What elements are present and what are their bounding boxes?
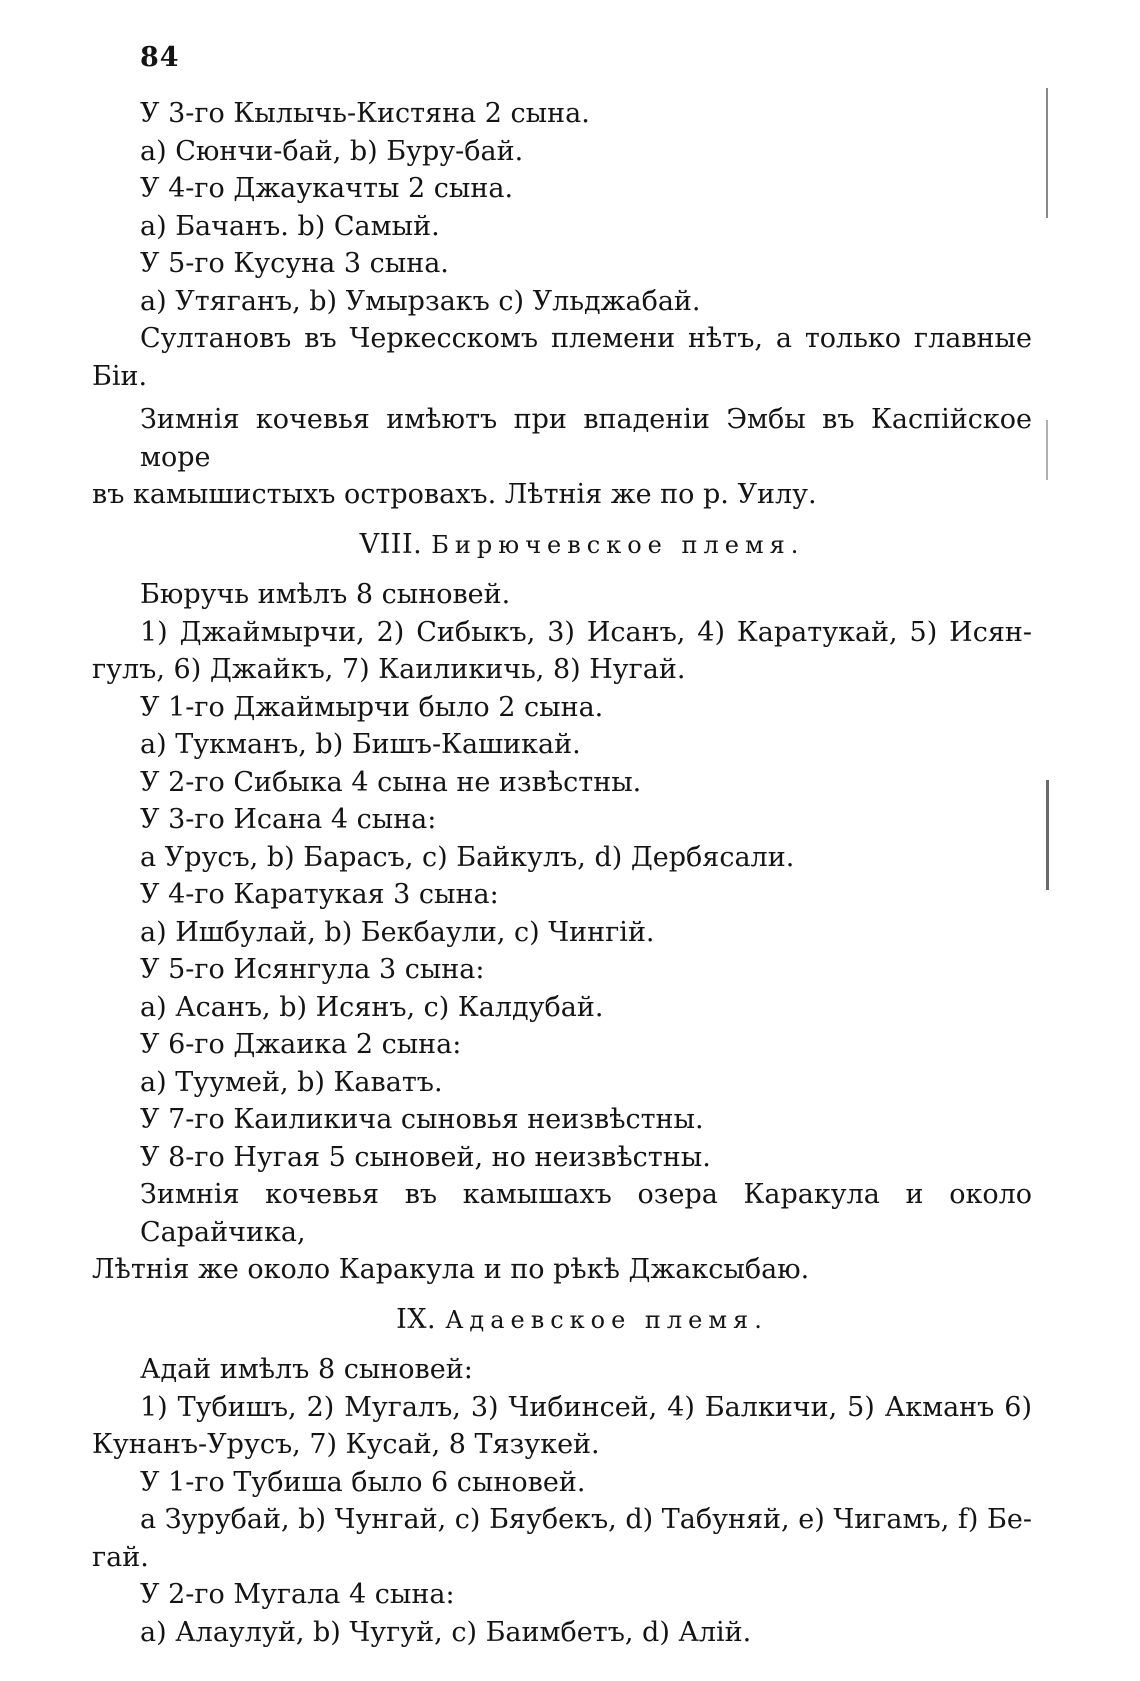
text-line: а Урусъ, b) Барасъ, с) Байкулъ, d) Дербясали. bbox=[140, 841, 795, 873]
heading-numeral: IX. bbox=[396, 1303, 437, 1335]
text-line: У 1-го Джаймырчи было 2 сына. bbox=[140, 691, 604, 723]
section-heading-ix bbox=[92, 1301, 1032, 1340]
text-line: Адай имѣлъ 8 сыновей: bbox=[140, 1354, 473, 1385]
text-line: У 6-го Джаика 2 сына: bbox=[140, 1029, 462, 1060]
section-heading-viii bbox=[92, 526, 1032, 565]
text-line: У 2-го Сибыка 4 сына не извѣстны. bbox=[140, 766, 642, 798]
text-line: а) Тукманъ, b) Бишъ-Кашикай. bbox=[140, 729, 581, 760]
text-line: У 8-го Нугая 5 сыновей, но неизвѣстны. bbox=[140, 1141, 711, 1173]
text-line: Бюручь имѣлъ 8 сыновей. bbox=[140, 579, 511, 610]
text-line: Зимнія кочевья въ камышахъ озера Каракула и около Сарайчика, bbox=[140, 1179, 1032, 1248]
text-line: Лѣтнія же около Каракула и по рѣкѣ Джаксыбаю. bbox=[92, 1254, 810, 1285]
scan-margin-mark bbox=[1046, 420, 1048, 480]
text-line: У 5-го Кусуна 3 сына. bbox=[140, 248, 449, 279]
text-line: У 4-го Джаукачты 2 сына. bbox=[140, 173, 514, 204]
text-line: Султановъ въ Черкесскомъ племени нѣтъ, а только главные bbox=[140, 323, 1032, 354]
heading-title: Адаевское племя. bbox=[445, 1305, 768, 1334]
text-line: Кунанъ-Урусъ, 7) Кусай, 8 Тязукей. bbox=[92, 1429, 600, 1460]
text-line: а) Асанъ, b) Исянъ, с) Калдубай. bbox=[140, 991, 604, 1023]
text-line: У 4-го Каратукая 3 сына: bbox=[140, 879, 499, 910]
text-line: У 7-го Каиликича сыновья неизвѣстны. bbox=[140, 1104, 704, 1135]
text-line: У 5-го Исянгула 3 сына: bbox=[140, 954, 485, 985]
text-line: а) Утяганъ, b) Умырзакъ с) Ульджабай. bbox=[140, 285, 701, 317]
scan-margin-mark bbox=[1046, 780, 1049, 890]
text-line: гулъ, 6) Джайкъ, 7) Каиликичь, 8) Нугай. bbox=[92, 654, 686, 685]
main-text bbox=[92, 95, 1032, 1651]
text-line: а) Алаулуй, b) Чугуй, с) Баимбетъ, d) Алій. bbox=[140, 1616, 752, 1648]
text-line: У 3-го Исана 4 сына: bbox=[140, 804, 437, 835]
text-line: 1) Тубишъ, 2) Мугалъ, 3) Чибинсей, 4) Балкичи, 5) Акманъ 6) bbox=[140, 1391, 1032, 1423]
text-line: а) Бачанъ. b) Самый. bbox=[140, 210, 440, 242]
page-number: 84 bbox=[140, 42, 180, 73]
text-line: гай. bbox=[92, 1541, 149, 1573]
text-line: 1) Джаймырчи, 2) Сибыкъ, 3) Исанъ, 4) Каратукай, 5) Исян- bbox=[140, 616, 1032, 648]
text-line: Зимнія кочевья имѣютъ при впаденіи Эмбы въ Каспійское море bbox=[140, 404, 1032, 473]
text-line: въ камышистыхъ островахъ. Лѣтнія же по р. Уилу. bbox=[92, 479, 817, 510]
heading-numeral: VIII. bbox=[359, 528, 423, 560]
text-line: а) Сюнчи-бай, b) Буру-бай. bbox=[140, 135, 524, 167]
text-line: У 2-го Мугала 4 сына: bbox=[140, 1579, 455, 1610]
heading-title: Бирючевское племя. bbox=[431, 530, 805, 559]
text-line: Біи. bbox=[92, 360, 148, 392]
text-line: а) Ишбулай, b) Бекбаули, с) Чингій. bbox=[140, 916, 655, 948]
text-line: У 1-го Тубиша было 6 сыновей. bbox=[140, 1466, 586, 1498]
scan-margin-mark bbox=[1046, 88, 1048, 218]
text-line: а) Туумей, b) Каватъ. bbox=[140, 1066, 443, 1098]
text-line: У 3-го Кылычь-Кистяна 2 сына. bbox=[140, 98, 590, 129]
text-line: а Зурубай, b) Чунгай, с) Бяубекъ, d) Табуняй, е) Чигамъ, f) Бе- bbox=[140, 1504, 1032, 1535]
